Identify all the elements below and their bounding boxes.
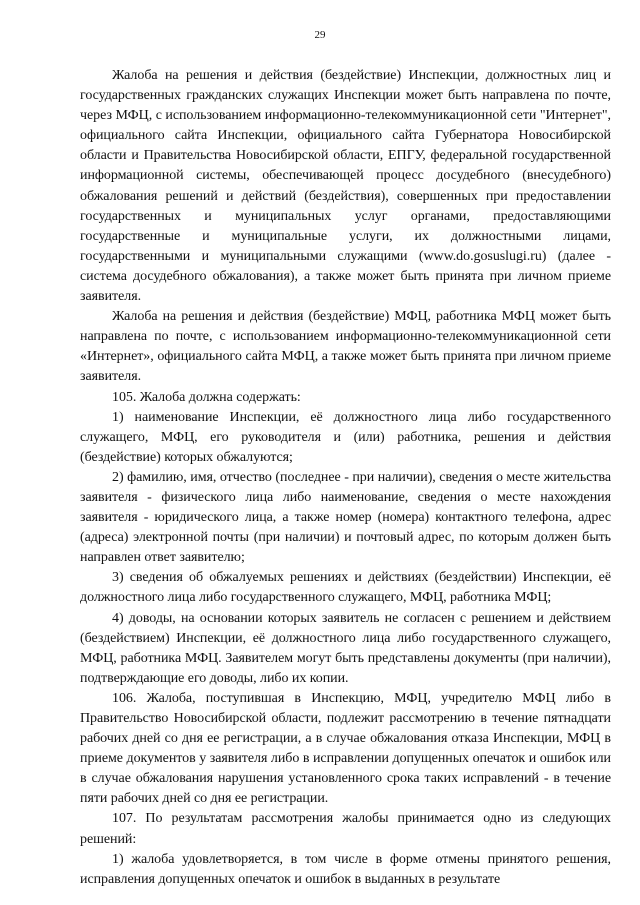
paragraph-107-heading: 107. По результатам рассмотрения жалобы принимается одно из следующих решений:: [80, 811, 611, 847]
paragraph-complaint-inspection: Жалоба на решения и действия (бездействие) Инспекции, должностных лиц и государственных гражданских служащих Инспекции может быть направлена по почте, через МФЦ, с использованием информационно-телекоммуникационной сети "Интернет", официального сайта Инспекции, официального сайта Губернатора Новосибирской области и Правительства Новосибирской области, ЕПГУ, федеральной государственной информационной системы, обеспечивающей процесс досудебного (внесудебного) обжалования решений и действий (бездействия), совершенных при предоставлении государственных и муниципальных услуг органами, предоставляющими государственные и муниципальные услуги, их должностными лицами, государственными и муниципальными служащими (www.do.gosuslugi.ru) (далее - система досудебного обжалования), а также может быть принята при личном приеме заявителя.: [80, 68, 611, 305]
paragraph-105-item-4: 4) доводы, на основании которых заявитель не согласен с решением и действием (бездействием) Инспекции, её должностного лица либо государственного служащего, МФЦ, работника МФЦ. Заявителем могут быть представлены документы (при наличии), подтверждающие его доводы, либо их копии.: [80, 610, 611, 686]
page-number: 29: [314, 29, 326, 41]
body-text: [80, 66, 611, 890]
paragraph-107-item-1: 1) жалоба удовлетворяется, в том числе в форме отмены принятого решения, исправления допущенных опечаток и ошибок в выданных в результате: [80, 851, 611, 887]
paragraph-105-item-1: 1) наименование Инспекции, её должностного лица либо государственного служащего, МФЦ, его руководителя и (или) работника, решения и действия (бездействие) которых обжалуются;: [80, 409, 611, 465]
paragraph-complaint-mfc: Жалоба на решения и действия (бездействие) МФЦ, работника МФЦ может быть направлена по почте, с использованием информационно-телекоммуникационной сети «Интернет», официального сайта МФЦ, а также может быть принята при личном приеме заявителя.: [80, 309, 611, 385]
paragraph-106: 106. Жалоба, поступившая в Инспекцию, МФЦ, учредителю МФЦ либо в Правительство Новосибирской области, подлежит рассмотрению в течение пятнадцати рабочих дней со дня ее регистрации, а в случае обжалования отказа Инспекции, МФЦ в приеме документов у заявителя либо в исправлении допущенных опечаток и ошибок или в случае обжалования нарушения установленного срока таких исправлений - в течение пяти рабочих дней со дня ее регистрации.: [80, 690, 611, 807]
paragraph-105-item-2: 2) фамилию, имя, отчество (последнее - при наличии), сведения о месте жительства заявителя - физического лица либо наименование, сведения о месте нахождения заявителя - юридического лица, а также номер (номера) контактного телефона, адрес (адреса) электронной почты (при наличии) и почтовый адрес, по которым должен быть направлен ответ заявителю;: [80, 469, 611, 566]
paragraph-105-item-3: 3) сведения об обжалуемых решениях и действиях (бездействии) Инспекции, её должностного лица либо государственного служащего, МФЦ, работника МФЦ;: [80, 570, 611, 606]
paragraph-105-heading: 105. Жалоба должна содержать:: [112, 389, 301, 405]
